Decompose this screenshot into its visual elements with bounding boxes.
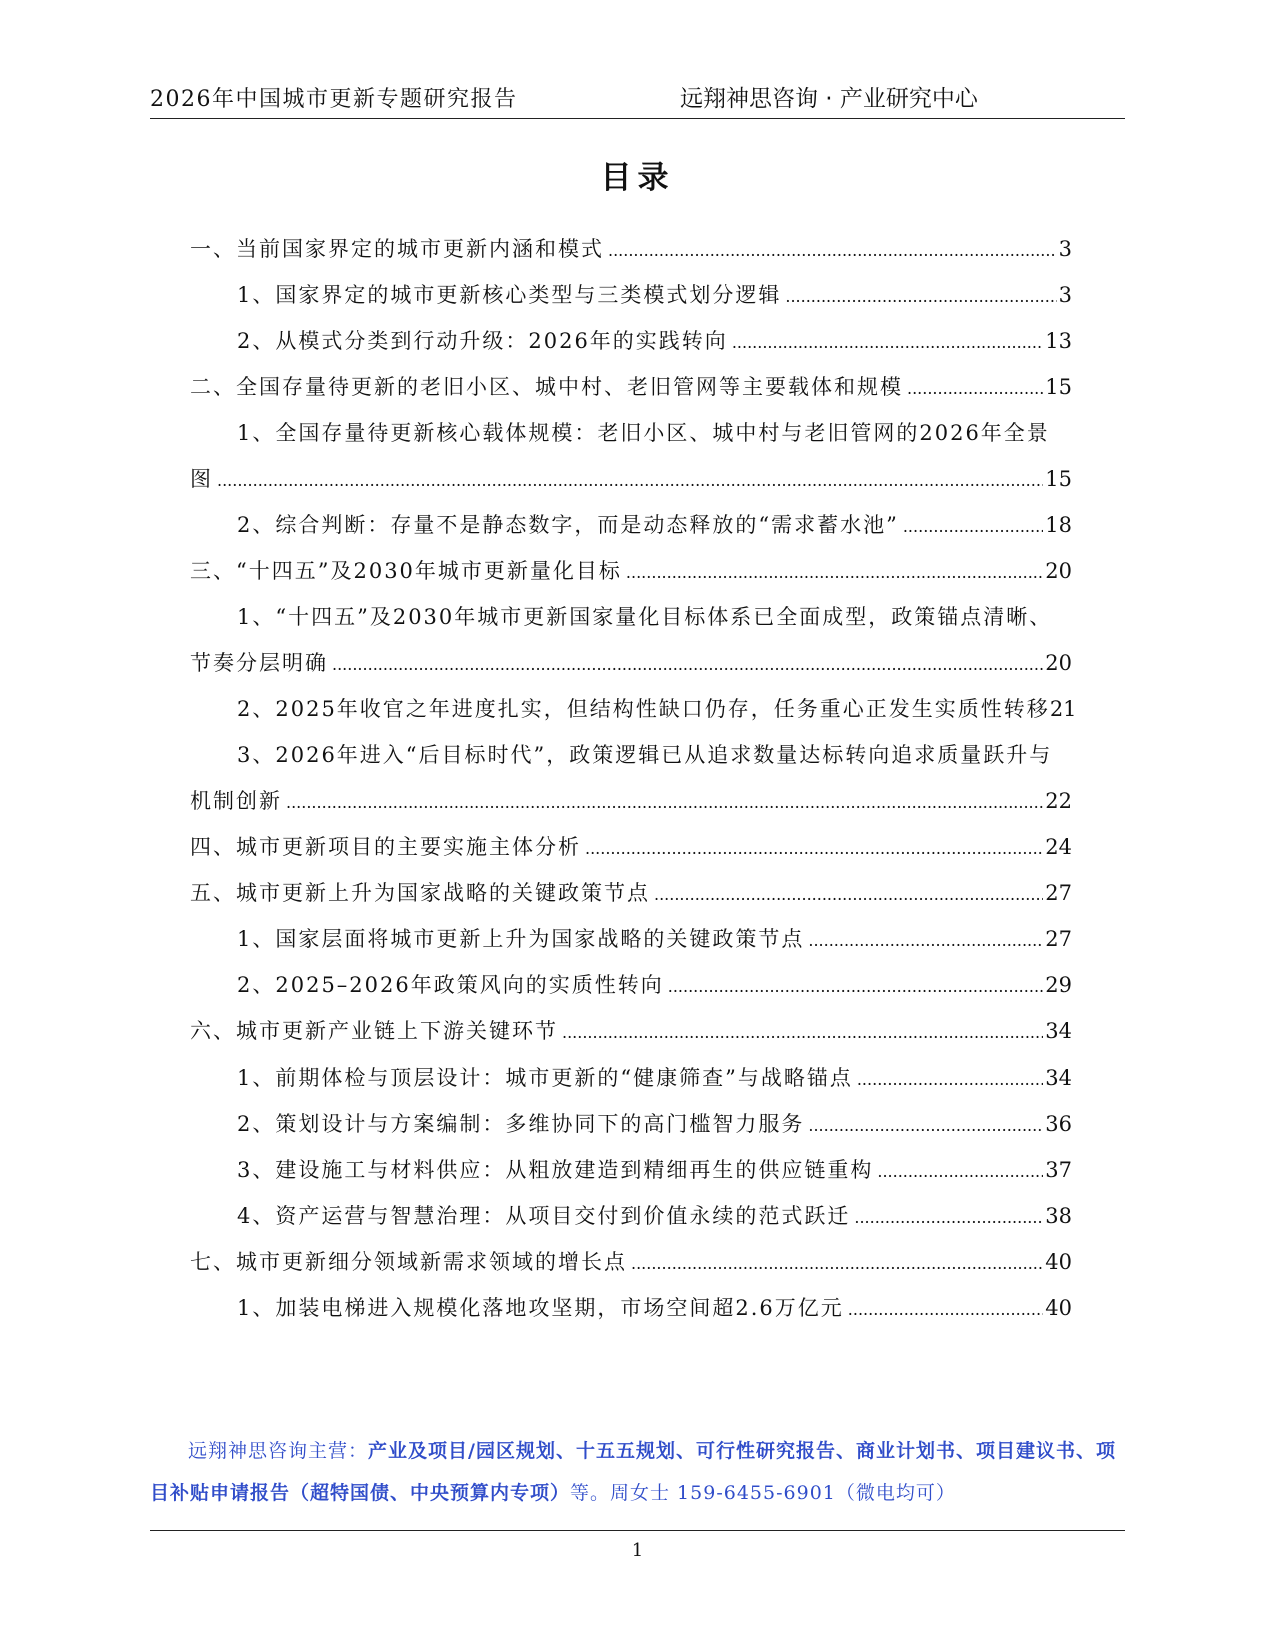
toc-entry-text: 1、加装电梯进入规模化落地攻坚期，市场空间超2.6万亿元 xyxy=(237,1296,844,1320)
toc-page-number: 37 xyxy=(1045,1158,1072,1182)
toc-entry[interactable] xyxy=(190,1015,1072,1049)
toc-leader-dots xyxy=(286,793,1043,812)
toc-leader-dots xyxy=(785,287,1056,306)
toc-entry-text: 机制创新 xyxy=(190,789,282,813)
toc-leader-dots xyxy=(808,931,1043,950)
toc-entry[interactable] xyxy=(190,233,1072,267)
toc-entry-text: 1、前期体检与顶层设计：城市更新的“健康筛查”与战略锚点 xyxy=(237,1066,853,1090)
toc-entry-text: 三、“十四五”及2030年城市更新量化目标 xyxy=(190,559,622,583)
toc-entry-text: 一、当前国家界定的城市更新内涵和模式 xyxy=(190,237,604,261)
toc-entry[interactable] xyxy=(237,1292,1072,1326)
toc-entry[interactable] xyxy=(237,1108,1072,1142)
toc-page-number: 15 xyxy=(1045,467,1072,491)
toc-entry-text: 4、资产运营与智慧治理：从项目交付到价值永续的范式跃迁 xyxy=(237,1204,851,1228)
toc-entry-text: 2、2025年收官之年进度扎实，但结构性缺口仍存，任务重心正发生实质性转移 xyxy=(237,697,1050,721)
toc-page-number: 27 xyxy=(1045,927,1072,951)
toc-page-number: 38 xyxy=(1045,1204,1072,1228)
toc-entry-text: 二、全国存量待更新的老旧小区、城中村、老旧管网等主要载体和规模 xyxy=(190,375,903,399)
toc-entry-text: 四、城市更新项目的主要实施主体分析 xyxy=(190,835,581,859)
toc-leader-dots xyxy=(808,1116,1043,1135)
toc-entry[interactable] xyxy=(237,325,1072,359)
toc-entry[interactable] xyxy=(237,1200,1072,1234)
toc-entry[interactable] xyxy=(190,1246,1072,1280)
toc-leader-dots xyxy=(907,379,1043,398)
toc-entry-text: 3、建设施工与材料供应：从粗放建造到精细再生的供应链重构 xyxy=(237,1158,874,1182)
toc-entry[interactable] xyxy=(190,647,1072,681)
footer-divider xyxy=(150,1530,1125,1531)
toc-entry[interactable] xyxy=(237,509,1072,543)
toc-page-number: 34 xyxy=(1045,1019,1072,1043)
toc-page-number: 3 xyxy=(1058,283,1072,307)
toc-leader-dots xyxy=(732,333,1043,352)
page-number: 1 xyxy=(631,1540,644,1561)
toc-title: 目录 xyxy=(600,160,675,196)
toc-page-number: 36 xyxy=(1045,1112,1072,1136)
toc-entry[interactable] xyxy=(237,923,1072,957)
toc-entry-text: 六、城市更新产业链上下游关键环节 xyxy=(190,1019,558,1043)
page-header xyxy=(150,78,1125,114)
toc-page-number: 22 xyxy=(1045,789,1072,813)
toc-page-number: 27 xyxy=(1045,881,1072,905)
toc-page-number: 29 xyxy=(1045,973,1072,997)
toc-leader-dots xyxy=(562,1023,1043,1042)
toc-entry[interactable] xyxy=(237,693,1092,727)
toc-entry-text: 五、城市更新上升为国家战略的关键政策节点 xyxy=(190,881,650,905)
toc-leader-dots xyxy=(668,977,1044,996)
toc-leader-dots xyxy=(217,471,1043,490)
toc-entry-text: 1、国家层面将城市更新上升为国家战略的关键政策节点 xyxy=(237,927,805,951)
toc-page-number: 24 xyxy=(1045,835,1072,859)
header-organization: 远翔神思咨询 · 产业研究中心 xyxy=(680,86,978,112)
toc-leader-dots xyxy=(654,885,1043,904)
toc-entry-text: 节奏分层明确 xyxy=(190,651,328,675)
header-report-title: 2026年中国城市更新专题研究报告 xyxy=(150,87,518,112)
toc-leader-dots xyxy=(877,1162,1043,1181)
toc-page-number: 3 xyxy=(1058,237,1072,261)
toc-entry-text: 2、从模式分类到行动升级：2026年的实践转向 xyxy=(237,329,728,353)
toc-entry-text: 2、策划设计与方案编制：多维协同下的高门槛智力服务 xyxy=(237,1112,805,1136)
toc-entry-text-line1[interactable]: 3、2026年进入“后目标时代”，政策逻辑已从追求数量达标转向追求质量跃升与 xyxy=(237,743,1053,767)
toc-entry-text: 图 xyxy=(190,467,213,491)
note-contact: 等。周女士 159-6455-6901（微电均可） xyxy=(570,1482,956,1504)
note-intro: 远翔神思咨询主营： xyxy=(188,1440,369,1462)
toc-page-number: 40 xyxy=(1045,1250,1072,1274)
note-services: 产业及项目/园区规划、十五五规划、可行性研究报告、商业计划书、项目建议书、项目补贴申请报告（超特国债、中央预算内专项） xyxy=(150,1440,1116,1504)
toc-entry-text-line1[interactable]: 1、“十四五”及2030年城市更新国家量化目标体系已全面成型，政策锚点清晰、 xyxy=(237,605,1053,629)
toc-page-number: 40 xyxy=(1045,1296,1072,1320)
toc-leader-dots xyxy=(854,1208,1043,1227)
toc-entry[interactable] xyxy=(237,279,1072,313)
toc-leader-dots xyxy=(332,655,1043,674)
toc-leader-dots xyxy=(631,1254,1043,1273)
toc-entry-text: 2、综合判断：存量不是静态数字，而是动态释放的“需求蓄水池” xyxy=(237,513,899,537)
toc-page-number: 21 xyxy=(1049,697,1077,721)
toc-page-number: 20 xyxy=(1045,559,1072,583)
toc-page-number: 34 xyxy=(1045,1066,1072,1090)
toc-entry[interactable] xyxy=(190,831,1072,865)
toc-leader-dots xyxy=(903,517,1043,536)
toc-entry-text: 七、城市更新细分领域新需求领域的增长点 xyxy=(190,1250,627,1274)
toc-entry[interactable] xyxy=(237,1062,1072,1096)
header-divider xyxy=(150,118,1125,119)
toc-entry-text: 1、国家界定的城市更新核心类型与三类模式划分逻辑 xyxy=(237,283,782,307)
toc-entry[interactable] xyxy=(190,555,1072,589)
toc-entry-text-line1[interactable]: 1、全国存量待更新核心载体规模：老旧小区、城中村与老旧管网的2026年全景 xyxy=(237,421,1050,445)
promotional-note xyxy=(150,1430,1125,1514)
toc-leader-dots xyxy=(626,563,1043,582)
toc-entry[interactable] xyxy=(237,969,1072,1003)
toc-leader-dots xyxy=(585,839,1043,858)
toc-leader-dots xyxy=(848,1300,1044,1319)
toc-entry-text: 2、2025–2026年政策风向的实质性转向 xyxy=(237,973,664,997)
toc-entry[interactable] xyxy=(190,877,1072,911)
toc-leader-dots xyxy=(608,241,1057,260)
toc-entry[interactable] xyxy=(237,1154,1072,1188)
toc-entry[interactable] xyxy=(190,463,1072,497)
toc-page-number: 18 xyxy=(1045,513,1072,537)
toc-page-number: 15 xyxy=(1045,375,1072,399)
toc-leader-dots xyxy=(857,1070,1043,1089)
toc-page-number: 13 xyxy=(1045,329,1072,353)
toc-page-number: 20 xyxy=(1045,651,1072,675)
toc-entry[interactable] xyxy=(190,371,1072,405)
toc-entry[interactable] xyxy=(190,785,1072,819)
